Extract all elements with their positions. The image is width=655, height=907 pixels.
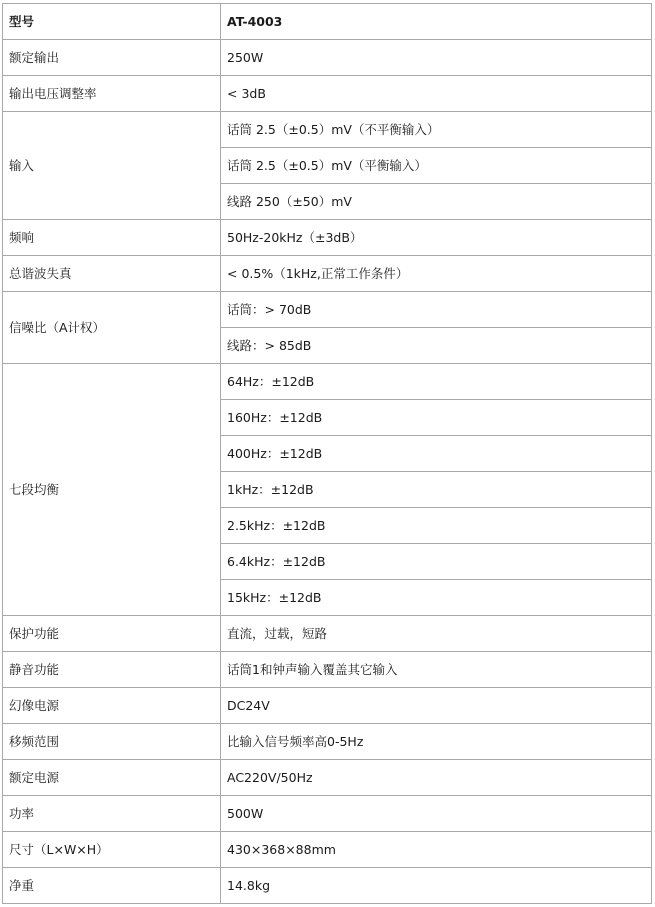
table-row [3,832,652,868]
row-value-cell: 500W [221,796,652,832]
row-label-cell: 幻像电源 [3,688,221,724]
table-row [3,220,652,256]
table-row [3,40,652,76]
row-label-cell: 输出电压调整率 [3,76,221,112]
row-value-cell: < 3dB [221,76,652,112]
table-header-row [3,4,652,40]
header-value-cell: AT-4003 [221,4,652,40]
row-label-cell: 功率 [3,796,221,832]
table-row [3,796,652,832]
row-label-cell: 额定输出 [3,40,221,76]
row-value-cell: 话筒：> 70dB [221,292,652,328]
row-value-cell: 1kHz：±12dB [221,472,652,508]
row-value-cell: 2.5kHz：±12dB [221,508,652,544]
row-label-cell: 静音功能 [3,652,221,688]
row-value-cell: 160Hz：±12dB [221,400,652,436]
row-value-cell: 线路 250（±50）mV [221,184,652,220]
table-row [3,364,652,400]
row-value-cell: 15kHz：±12dB [221,580,652,616]
row-value-cell: 话筒 2.5（±0.5）mV（不平衡输入） [221,112,652,148]
row-value-cell: 线路：> 85dB [221,328,652,364]
row-label-cell: 净重 [3,868,221,904]
row-value-cell: 话筒 2.5（±0.5）mV（平衡输入） [221,148,652,184]
row-label-cell: 保护功能 [3,616,221,652]
table-row [3,292,652,328]
row-label-cell: 频响 [3,220,221,256]
table-row [3,256,652,292]
row-value-cell: 直流，过载，短路 [221,616,652,652]
row-value-cell: 比输入信号频率高0-5Hz [221,724,652,760]
table-row [3,652,652,688]
row-label-cell: 移频范围 [3,724,221,760]
row-value-cell: DC24V [221,688,652,724]
row-value-cell: 14.8kg [221,868,652,904]
row-label-cell: 额定电源 [3,760,221,796]
row-value-cell: 250W [221,40,652,76]
table-row [3,760,652,796]
row-value-cell: 6.4kHz：±12dB [221,544,652,580]
row-label-cell: 七段均衡 [3,364,221,616]
table-row [3,868,652,904]
row-value-cell: AC220V/50Hz [221,760,652,796]
table-row [3,724,652,760]
header-label-cell: 型号 [3,4,221,40]
table-row [3,616,652,652]
row-label-cell: 信噪比（A计权） [3,292,221,364]
spec-table [2,3,652,904]
table-row [3,688,652,724]
table-row [3,76,652,112]
row-label-cell: 尺寸（L×W×H） [3,832,221,868]
spec-table-body [3,4,652,904]
row-label-cell: 输入 [3,112,221,220]
row-value-cell: 话筒1和钟声输入覆盖其它输入 [221,652,652,688]
row-value-cell: 430×368×88mm [221,832,652,868]
row-value-cell: < 0.5%（1kHz,正常工作条件） [221,256,652,292]
row-value-cell: 400Hz：±12dB [221,436,652,472]
row-value-cell: 64Hz：±12dB [221,364,652,400]
row-value-cell: 50Hz-20kHz（±3dB） [221,220,652,256]
table-row [3,112,652,148]
row-label-cell: 总谐波失真 [3,256,221,292]
